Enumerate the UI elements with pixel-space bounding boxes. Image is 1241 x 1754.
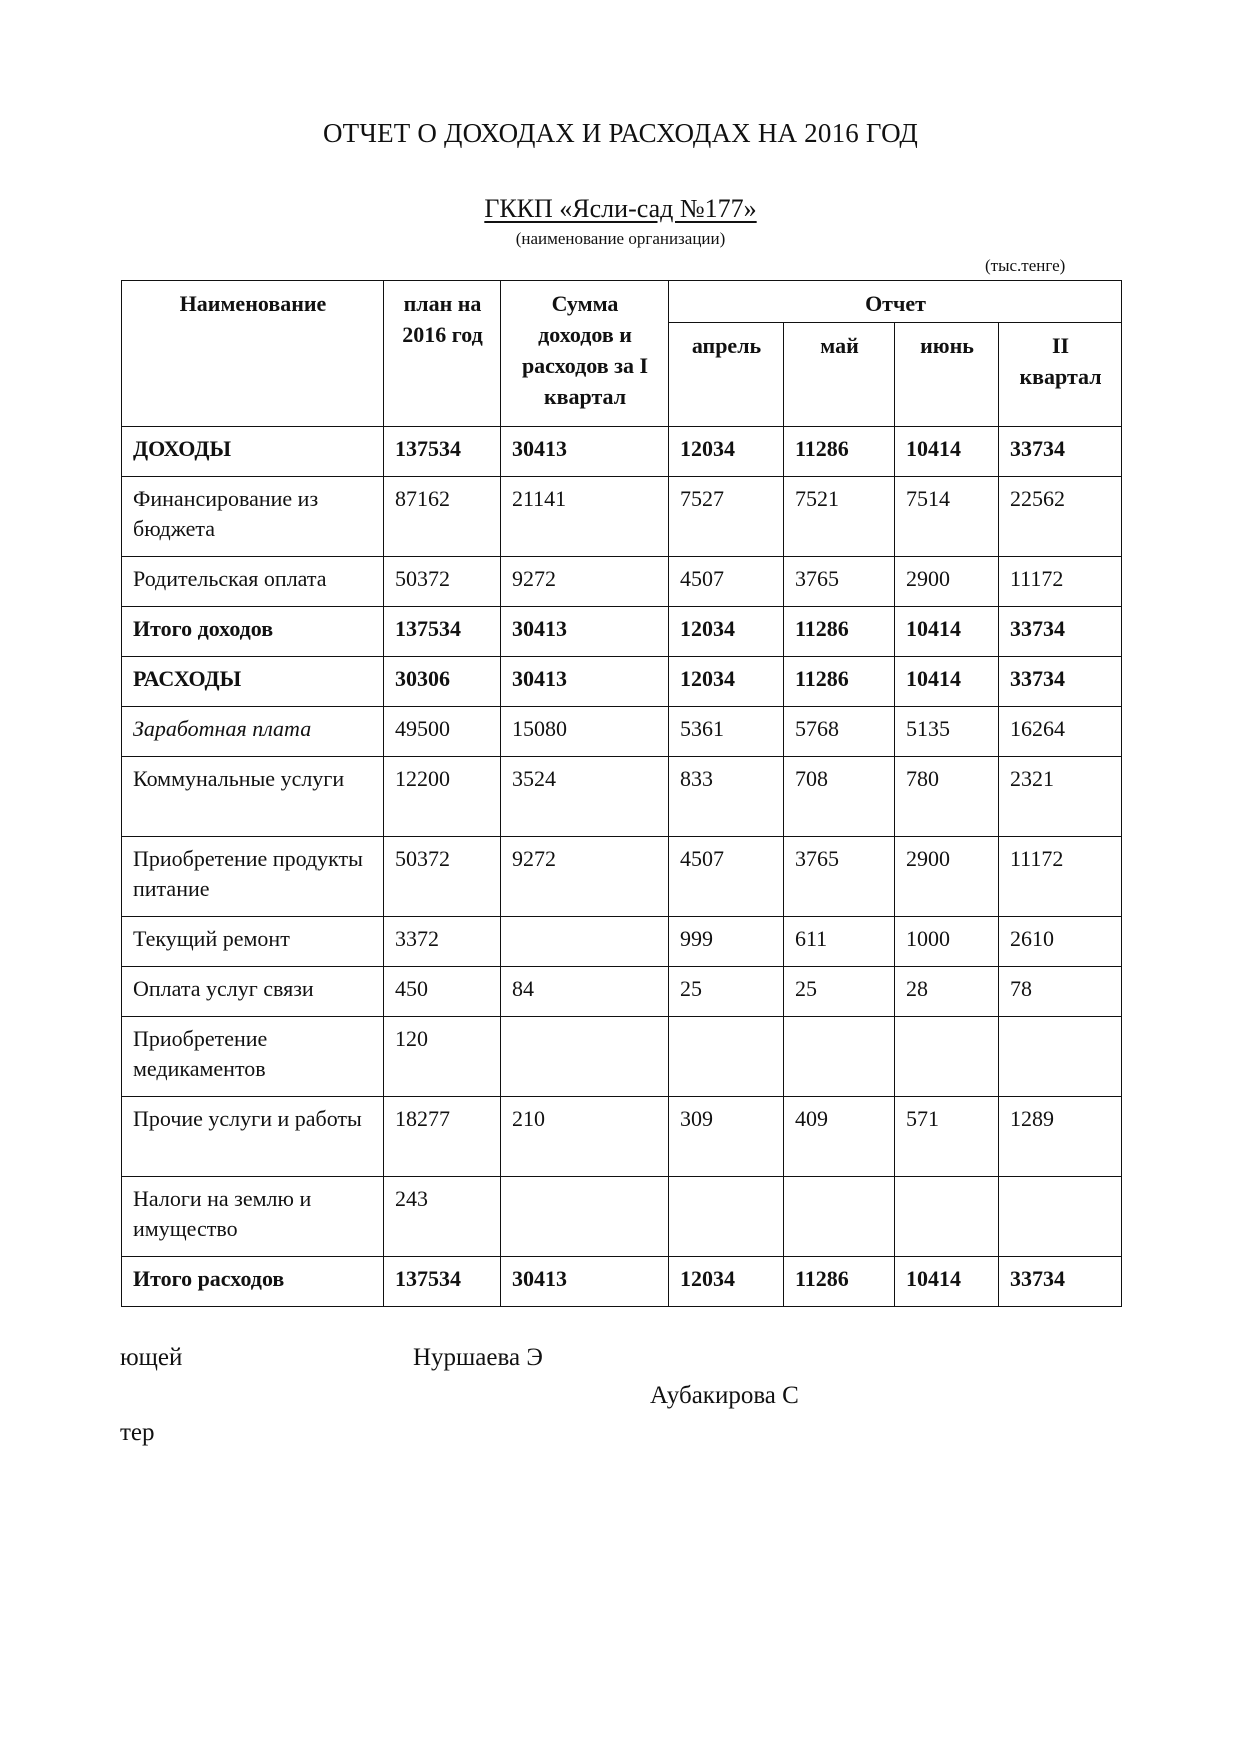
row-q2: 22562 <box>999 477 1122 557</box>
header-row-1 <box>122 281 1122 323</box>
table-row <box>122 917 1122 967</box>
row-name: Итого расходов <box>122 1257 384 1307</box>
row-q1 <box>501 1177 669 1257</box>
table-row <box>122 707 1122 757</box>
row-name: Текущий ремонт <box>122 917 384 967</box>
table-row <box>122 1097 1122 1177</box>
row-april: 12034 <box>669 657 784 707</box>
row-may: 409 <box>784 1097 895 1177</box>
table-row <box>122 657 1122 707</box>
row-june: 1000 <box>895 917 999 967</box>
report-table <box>121 280 1122 1307</box>
row-plan: 30306 <box>384 657 501 707</box>
row-june: 7514 <box>895 477 999 557</box>
row-q1: 30413 <box>501 1257 669 1307</box>
row-name: Коммунальные услуги <box>122 757 384 837</box>
row-q1: 9272 <box>501 557 669 607</box>
row-q2: 11172 <box>999 837 1122 917</box>
row-april: 7527 <box>669 477 784 557</box>
row-may: 3765 <box>784 837 895 917</box>
header-april: апрель <box>669 323 784 427</box>
row-q2 <box>999 1017 1122 1097</box>
table-row <box>122 607 1122 657</box>
table-row <box>122 757 1122 837</box>
row-name: Заработная плата <box>122 707 384 757</box>
row-may: 25 <box>784 967 895 1017</box>
row-q2: 33734 <box>999 657 1122 707</box>
table-row <box>122 1017 1122 1097</box>
units-label: (тыс.тенге) <box>985 256 1066 275</box>
row-plan: 450 <box>384 967 501 1017</box>
table-row <box>122 837 1122 917</box>
header-plan: план на 2016 год <box>384 281 501 427</box>
row-april: 12034 <box>669 607 784 657</box>
row-april: 309 <box>669 1097 784 1177</box>
row-april: 4507 <box>669 837 784 917</box>
table-row <box>122 557 1122 607</box>
organization-name <box>0 194 1241 224</box>
row-may: 11286 <box>784 427 895 477</box>
row-name: Итого доходов <box>122 607 384 657</box>
row-june: 2900 <box>895 837 999 917</box>
row-q2: 78 <box>999 967 1122 1017</box>
row-june: 10414 <box>895 1257 999 1307</box>
row-name: Финансирование из бюджета <box>122 477 384 557</box>
row-may: 11286 <box>784 1257 895 1307</box>
row-april: 12034 <box>669 427 784 477</box>
row-q1 <box>501 1017 669 1097</box>
row-plan: 12200 <box>384 757 501 837</box>
row-q2: 2610 <box>999 917 1122 967</box>
row-q1: 15080 <box>501 707 669 757</box>
table-row <box>122 967 1122 1017</box>
row-june <box>895 1017 999 1097</box>
header-may: май <box>784 323 895 427</box>
row-q2: 1289 <box>999 1097 1122 1177</box>
row-may: 5768 <box>784 707 895 757</box>
row-name: ДОХОДЫ <box>122 427 384 477</box>
signature-name-1: Нуршаева Э <box>413 1344 543 1371</box>
row-q2: 2321 <box>999 757 1122 837</box>
row-plan: 87162 <box>384 477 501 557</box>
row-june: 10414 <box>895 427 999 477</box>
row-april <box>669 1177 784 1257</box>
row-june: 2900 <box>895 557 999 607</box>
table-row <box>122 477 1122 557</box>
row-name: Налоги на землю и имущество <box>122 1177 384 1257</box>
organization-caption: (наименование организации) <box>515 229 726 248</box>
row-q2: 11172 <box>999 557 1122 607</box>
table-row <box>122 1257 1122 1307</box>
row-april: 12034 <box>669 1257 784 1307</box>
row-q2: 33734 <box>999 607 1122 657</box>
row-q2: 16264 <box>999 707 1122 757</box>
row-plan: 120 <box>384 1017 501 1097</box>
row-plan: 137534 <box>384 427 501 477</box>
row-plan: 18277 <box>384 1097 501 1177</box>
row-plan: 3372 <box>384 917 501 967</box>
row-june <box>895 1177 999 1257</box>
row-name: РАСХОДЫ <box>122 657 384 707</box>
header-name: Наименование <box>122 281 384 427</box>
row-name: Прочие услуги и работы <box>122 1097 384 1177</box>
row-april: 4507 <box>669 557 784 607</box>
signature-name-2: Аубакирова С <box>650 1382 799 1409</box>
row-q2: 33734 <box>999 1257 1122 1307</box>
row-june: 780 <box>895 757 999 837</box>
row-q1: 210 <box>501 1097 669 1177</box>
row-q1: 3524 <box>501 757 669 837</box>
row-name: Оплата услуг связи <box>122 967 384 1017</box>
row-april: 25 <box>669 967 784 1017</box>
header-report: Отчет <box>669 281 1122 323</box>
page-title: ОТЧЕТ О ДОХОДАХ И РАСХОДАХ НА 2016 ГОД <box>322 118 919 148</box>
row-may: 611 <box>784 917 895 967</box>
row-plan: 243 <box>384 1177 501 1257</box>
signature-role-1: ющей <box>120 1344 183 1371</box>
row-q2: 33734 <box>999 427 1122 477</box>
row-q2 <box>999 1177 1122 1257</box>
row-may: 11286 <box>784 607 895 657</box>
row-name: Родительская оплата <box>122 557 384 607</box>
table-row <box>122 427 1122 477</box>
table-row <box>122 1177 1122 1257</box>
header-q1: Сумма доходов и расходов за I квартал <box>501 281 669 427</box>
row-plan: 137534 <box>384 607 501 657</box>
row-name: Приобретение продукты питание <box>122 837 384 917</box>
row-plan: 50372 <box>384 557 501 607</box>
header-june: июнь <box>895 323 999 427</box>
organization-name-text: ГККП «Ясли-сад №177» <box>484 194 757 223</box>
row-q1: 30413 <box>501 427 669 477</box>
row-may <box>784 1177 895 1257</box>
row-june: 28 <box>895 967 999 1017</box>
row-plan: 49500 <box>384 707 501 757</box>
row-may: 3765 <box>784 557 895 607</box>
row-april: 833 <box>669 757 784 837</box>
row-q1: 30413 <box>501 607 669 657</box>
row-name: Приобретение медикаментов <box>122 1017 384 1097</box>
row-april: 999 <box>669 917 784 967</box>
row-plan: 137534 <box>384 1257 501 1307</box>
signature-role-2: тер <box>120 1419 155 1446</box>
row-may: 708 <box>784 757 895 837</box>
row-q1: 21141 <box>501 477 669 557</box>
row-q1 <box>501 917 669 967</box>
row-may: 11286 <box>784 657 895 707</box>
row-q1: 9272 <box>501 837 669 917</box>
row-q1: 84 <box>501 967 669 1017</box>
row-june: 571 <box>895 1097 999 1177</box>
row-june: 10414 <box>895 607 999 657</box>
row-may <box>784 1017 895 1097</box>
row-april: 5361 <box>669 707 784 757</box>
row-june: 10414 <box>895 657 999 707</box>
row-june: 5135 <box>895 707 999 757</box>
row-plan: 50372 <box>384 837 501 917</box>
row-may: 7521 <box>784 477 895 557</box>
row-april <box>669 1017 784 1097</box>
row-q1: 30413 <box>501 657 669 707</box>
header-q2: II квартал <box>999 323 1122 427</box>
